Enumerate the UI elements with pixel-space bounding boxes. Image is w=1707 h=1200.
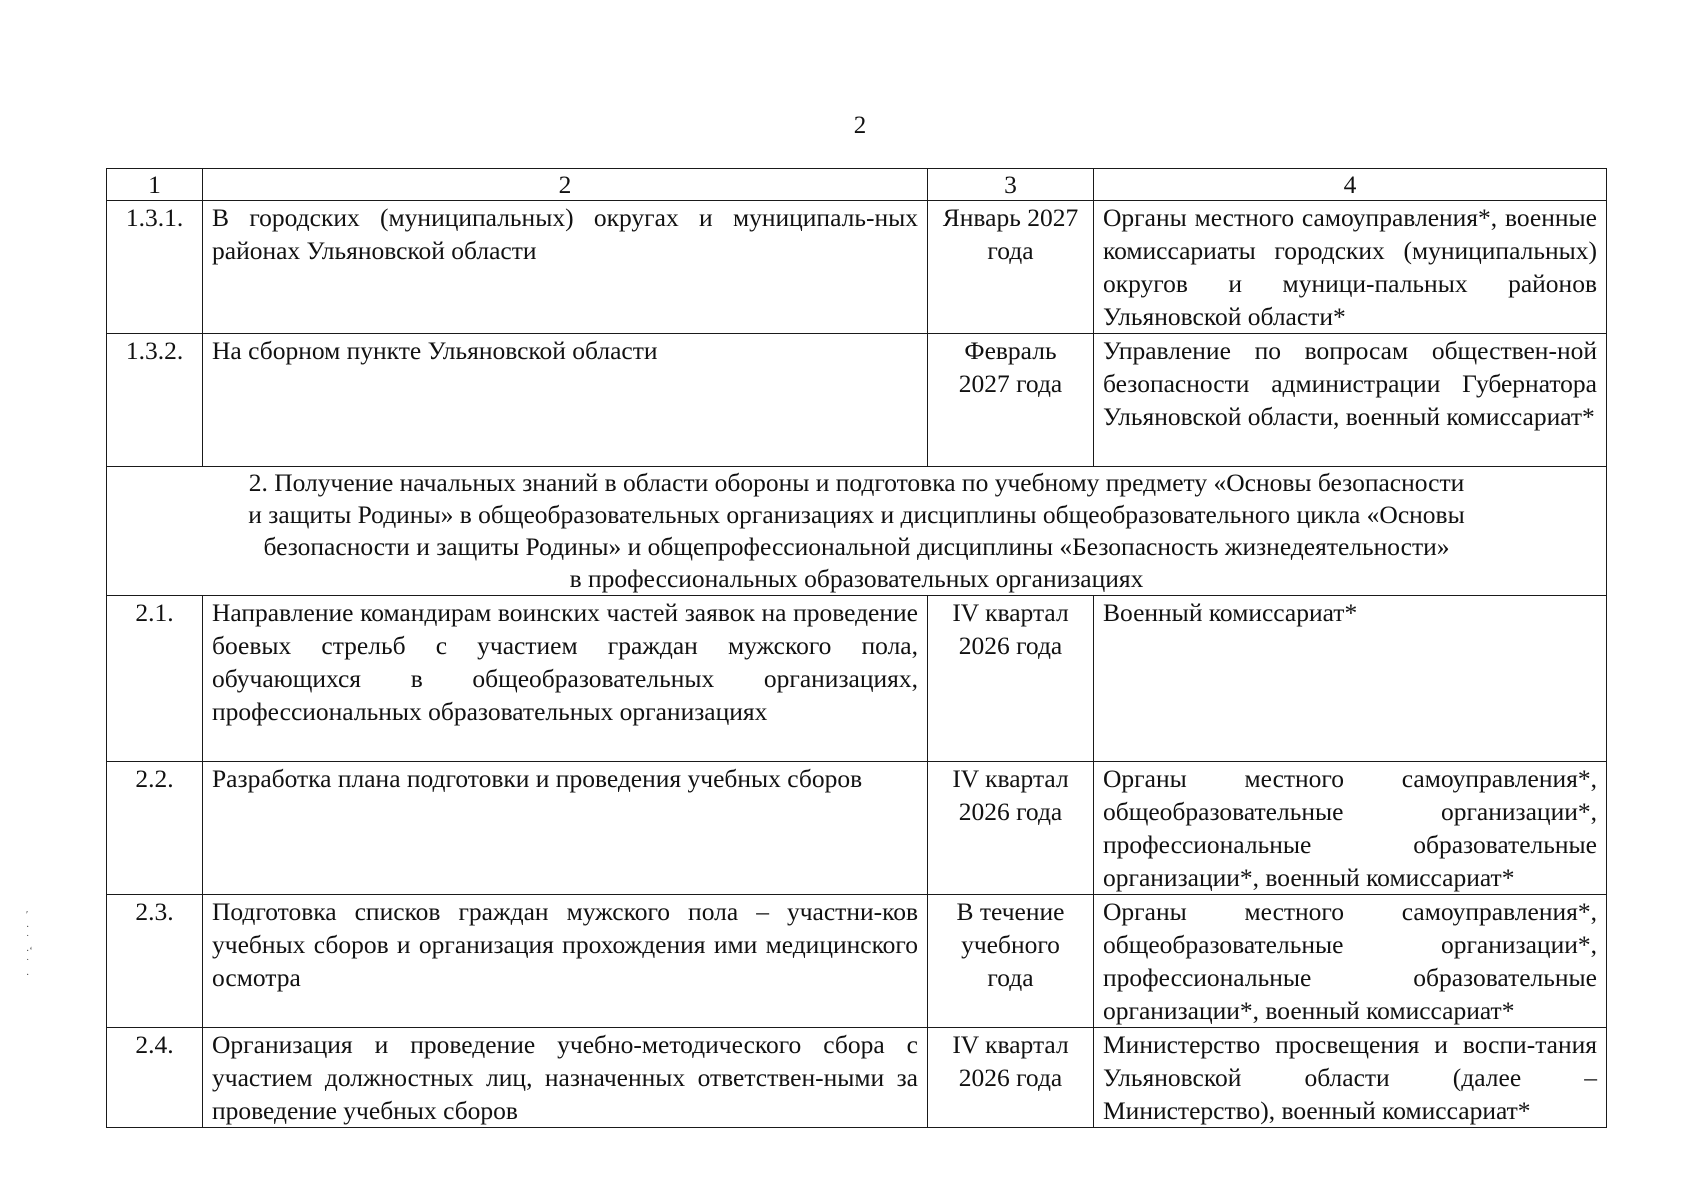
item-number: 2.4. [107, 1028, 203, 1128]
deadline: Февраль 2027 года [928, 334, 1094, 467]
responsible-parties: Управление по вопросам обществен-ной безопасности администрации Губернатора Ульяновской области, военный комиссариат* [1094, 334, 1607, 467]
item-number: 2.3. [107, 895, 203, 1028]
responsible-parties: Военный комиссариат* [1094, 596, 1607, 762]
event-text: В городских (муниципальных) округах и муниципаль-ных районах Ульяновской области [203, 201, 928, 334]
section-title-line: 2. Получение начальных знаний в области обороны и подготовка по учебному предмету «Основы безопасности [248, 468, 1465, 497]
scan-specks: ʹ · ˙ ·ʻ ˙ · [26, 910, 33, 981]
deadline: Январь 2027 года [928, 201, 1094, 334]
table-row [107, 334, 1607, 467]
table-row [107, 1028, 1607, 1128]
item-number: 1.3.1. [107, 201, 203, 334]
responsible-parties: Органы местного самоуправления*, военные комиссариаты городских (муниципальных) округов и муници-пальных районов Ульяновской области* [1094, 201, 1607, 334]
item-number: 2.1. [107, 596, 203, 762]
section-title-line: безопасности и защиты Родины» и общепрофессиональной дисциплины «Безопасность жизнедеятельности» [263, 532, 1450, 561]
deadline: В течение учебного года [928, 895, 1094, 1028]
item-number: 2.2. [107, 762, 203, 895]
table-row [107, 596, 1607, 762]
table-row [107, 762, 1607, 895]
plan-table [106, 168, 1607, 1128]
section-title-line: и защиты Родины» в общеобразовательных организациях и дисциплины общеобразовательного цикла «Основы [248, 500, 1465, 529]
deadline: IV квартал 2026 года [928, 1028, 1094, 1128]
section-heading-row [107, 467, 1607, 596]
header-col-1: 1 [107, 169, 203, 201]
deadline: IV квартал 2026 года [928, 596, 1094, 762]
event-text: Подготовка списков граждан мужского пола – участни-ков учебных сборов и организация прохождения ими медицинского осмотра [203, 895, 928, 1028]
item-number: 1.3.2. [107, 334, 203, 467]
page-number: 2 [853, 112, 867, 139]
deadline: IV квартал 2026 года [928, 762, 1094, 895]
responsible-parties: Органы местного самоуправления*, общеобразовательные организации*, профессиональные образовательные организации*, военный комиссариат* [1094, 762, 1607, 895]
event-text: Направление командирам воинских частей заявок на проведение боевых стрельб с участием граждан мужского пола, обучающихся в общеобразовательных организациях, профессиональных образовательных организациях [203, 596, 928, 762]
header-col-3: 3 [928, 169, 1094, 201]
responsible-parties: Органы местного самоуправления*, общеобразовательные организации*, профессиональные образовательные организации*, военный комиссариат* [1094, 895, 1607, 1028]
section-title-line: в профессиональных образовательных организациях [569, 564, 1144, 593]
event-text: Организация и проведение учебно-методического сбора с участием должностных лиц, назначенных ответствен-ными за проведение учебных сборов [203, 1028, 928, 1128]
table-header-row [107, 169, 1607, 201]
table-row [107, 201, 1607, 334]
section-2-title [107, 467, 1607, 596]
responsible-parties: Министерство просвещения и воспи-тания Ульяновской области (далее – Министерство), военный комиссариат* [1094, 1028, 1607, 1128]
header-col-4: 4 [1094, 169, 1607, 201]
table-row [107, 895, 1607, 1028]
event-text: Разработка плана подготовки и проведения учебных сборов [203, 762, 928, 895]
event-text: На сборном пункте Ульяновской области [203, 334, 928, 467]
header-col-2: 2 [203, 169, 928, 201]
